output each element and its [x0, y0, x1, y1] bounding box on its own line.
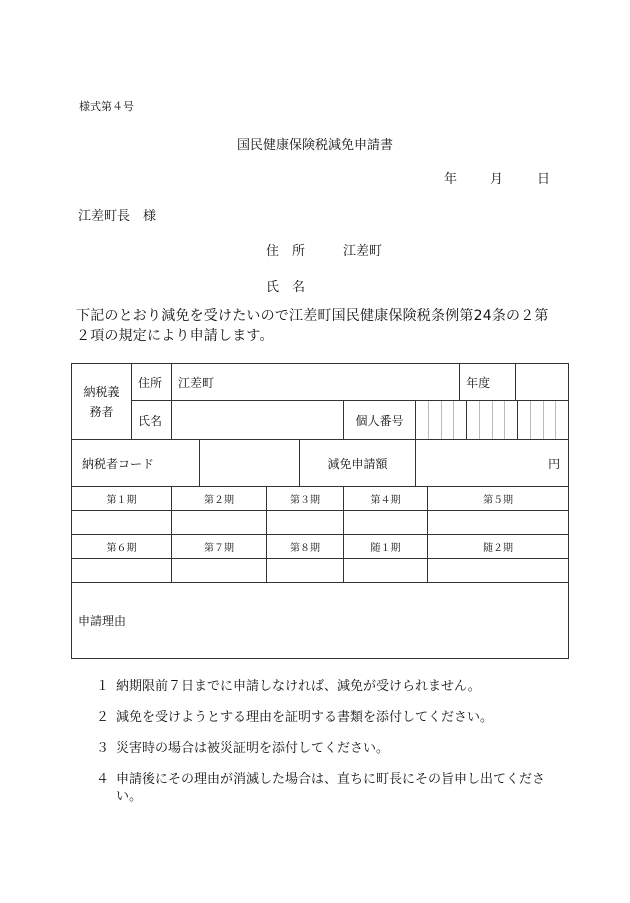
form-number: 様式第４号: [79, 100, 134, 113]
taxpayer-code-value[interactable]: [200, 440, 300, 487]
application-table: [71, 363, 569, 659]
note-number: ２: [96, 710, 110, 725]
applicant-address-value: 江差町: [343, 244, 383, 259]
note-item: [96, 709, 566, 726]
taxpayer-code-label: 納税者コード: [72, 440, 200, 487]
taxpayer-label: 納税義務者: [72, 364, 132, 440]
note-item: [96, 678, 566, 695]
period-8-value[interactable]: [267, 559, 344, 583]
period-1-value[interactable]: [72, 511, 172, 535]
period-7-value[interactable]: [172, 559, 267, 583]
period-6-label: 第６期: [72, 535, 172, 559]
period-3-value[interactable]: [267, 511, 344, 535]
period-6-value[interactable]: [72, 559, 172, 583]
intro-text: 下記のとおり減免を受けたいので江差町国民健康保険税条例第24条の２第２項の規定により申請します。: [76, 308, 549, 344]
note-text: 申請後にその理由が消滅した場合は、直ちに町長にその旨申し出てください。: [116, 772, 546, 804]
period-4-value[interactable]: [344, 511, 428, 535]
extra-period-1-label: 随１期: [344, 535, 428, 559]
year-value[interactable]: [516, 364, 569, 401]
form-title: 国民健康保険税減免申請書: [236, 138, 393, 153]
extra-period-2-value[interactable]: [428, 559, 569, 583]
applicant-address-label: 住 所: [266, 244, 306, 259]
date-year-label: 年: [444, 172, 458, 187]
note-number: １: [96, 679, 110, 694]
period-2-label: 第２期: [172, 487, 267, 511]
period-7-label: 第７期: [172, 535, 267, 559]
personal-number-field[interactable]: [416, 401, 569, 440]
period-8-label: 第８期: [267, 535, 344, 559]
year-label: 年度: [460, 364, 516, 401]
note-number: ３: [96, 741, 110, 756]
addressee: 江差町長 様: [78, 209, 157, 224]
period-2-value[interactable]: [172, 511, 267, 535]
reduction-amount-field[interactable]: [416, 440, 569, 487]
period-3-label: 第３期: [267, 487, 344, 511]
note-item: [96, 771, 566, 805]
note-text: 災害時の場合は被災証明を添付してください。: [116, 741, 390, 756]
date-month-label: 月: [490, 172, 504, 187]
period-1-label: 第１期: [72, 487, 172, 511]
table-address-label: 住所: [132, 364, 172, 401]
period-5-label: 第５期: [428, 487, 569, 511]
reason-field[interactable]: [72, 583, 569, 659]
reduction-amount-label: 減免申請額: [300, 440, 416, 487]
note-text: 納期限前７日までに申請しなければ、減免が受けられません。: [116, 679, 481, 694]
period-5-value[interactable]: [428, 511, 569, 535]
reason-label: 申請理由: [78, 614, 127, 628]
table-address-value: 江差町: [172, 364, 460, 401]
note-text: 減免を受けようとする理由を証明する書類を添付してください。: [116, 710, 494, 725]
date-day-label: 日: [537, 172, 551, 187]
note-item: [96, 740, 566, 757]
personal-number-label: 個人番号: [344, 401, 416, 440]
note-number: ４: [96, 772, 110, 787]
name-value[interactable]: [172, 401, 344, 440]
table-name-label: 氏名: [132, 401, 172, 440]
extra-period-2-label: 随２期: [428, 535, 569, 559]
extra-period-1-value[interactable]: [344, 559, 428, 583]
period-4-label: 第４期: [344, 487, 428, 511]
notes-list: [96, 678, 566, 819]
yen-unit: 円: [548, 456, 561, 471]
applicant-name-label: 氏 名: [266, 280, 306, 295]
